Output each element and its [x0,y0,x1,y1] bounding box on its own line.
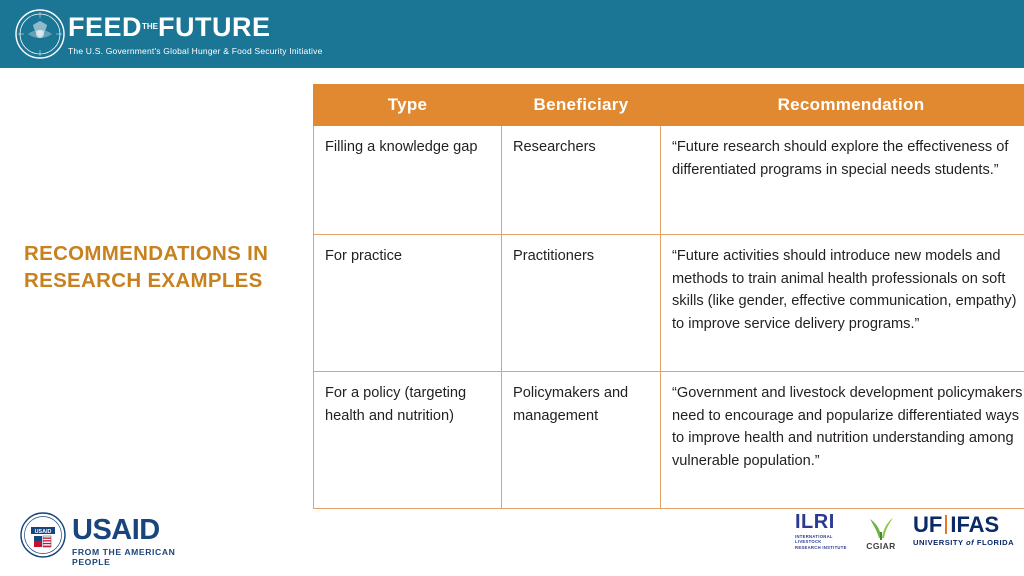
cell-beneficiary: Policymakers and management [502,372,661,509]
cell-recommendation: “Future activities should introduce new models and methods to train animal health professionals on soft skills (like gender, effective communication, empathy) to improve service delivery programs.” [661,235,1024,372]
column-header-type: Type [314,85,502,126]
cgiar-logo [857,514,905,551]
header-band [0,0,1024,68]
uf-sub-post: FLORIDA [974,538,1015,547]
usaid-wordmark: USAID [72,514,160,546]
usaid-logo [20,512,195,567]
usaid-tagline: FROM THE AMERICAN PEOPLE [72,547,176,567]
cell-recommendation: “Government and livestock development policymakers need to encourage and popularize differentiated ways to improve health and nutrition understanding among vulnerable population.” [661,372,1024,509]
cell-beneficiary: Researchers [502,126,661,235]
usaid-seal-icon [20,512,66,558]
cell-recommendation: “Future research should explore the effectiveness of differentiated programs in special needs students.” [661,126,1024,235]
table-row [314,126,1024,235]
feed-the-future-tagline: The U.S. Government's Global Hunger & Food Security Initiative [68,46,323,56]
table-row [314,372,1024,509]
feed-the-future-logo [68,12,323,57]
uf-divider [945,515,947,534]
cell-type: Filling a knowledge gap [314,126,502,235]
svg-text:USAID: USAID [34,528,52,535]
column-header-recommendation: Recommendation [661,85,1024,126]
ff-word-feed: FEED [68,12,143,42]
recommendations-table-wrapper [313,84,1023,509]
column-header-beneficiary: Beneficiary [502,85,661,126]
usaid-text-block [72,516,195,567]
ff-word-the: THE [142,21,159,31]
uf-wordmark [913,513,1001,537]
page-title: RECOMMENDATIONS IN RESEARCH EXAMPLES [24,242,269,292]
table-row [314,235,1024,372]
uf-sub-of: of [966,538,975,547]
ff-word-future: FUTURE [158,12,271,42]
table-header-row [314,85,1024,126]
recommendations-table [313,84,1024,509]
ilri-wordmark: ILRI [795,511,835,533]
uf-word-ifas: IFAS [950,512,1000,537]
ilri-subtitle: INTERNATIONAL LIVESTOCK RESEARCH INSTITUTE [795,534,847,550]
uf-ifas-logo [913,512,1015,547]
ilri-logo [795,512,847,550]
cell-type: For practice [314,235,502,372]
feed-the-future-wordmark [68,12,298,42]
cgiar-wordmark: CGIAR [866,541,896,551]
uf-sub-pre: UNIVERSITY [913,538,967,547]
cell-beneficiary: Practitioners [502,235,661,372]
us-government-seal-icon [14,8,66,60]
uf-word-uf: UF [913,512,943,537]
partner-logos [795,511,1015,562]
cgiar-leaf-icon [857,514,905,540]
uf-subtitle [913,538,1015,547]
cell-type: For a policy (targeting health and nutrition) [314,372,502,509]
